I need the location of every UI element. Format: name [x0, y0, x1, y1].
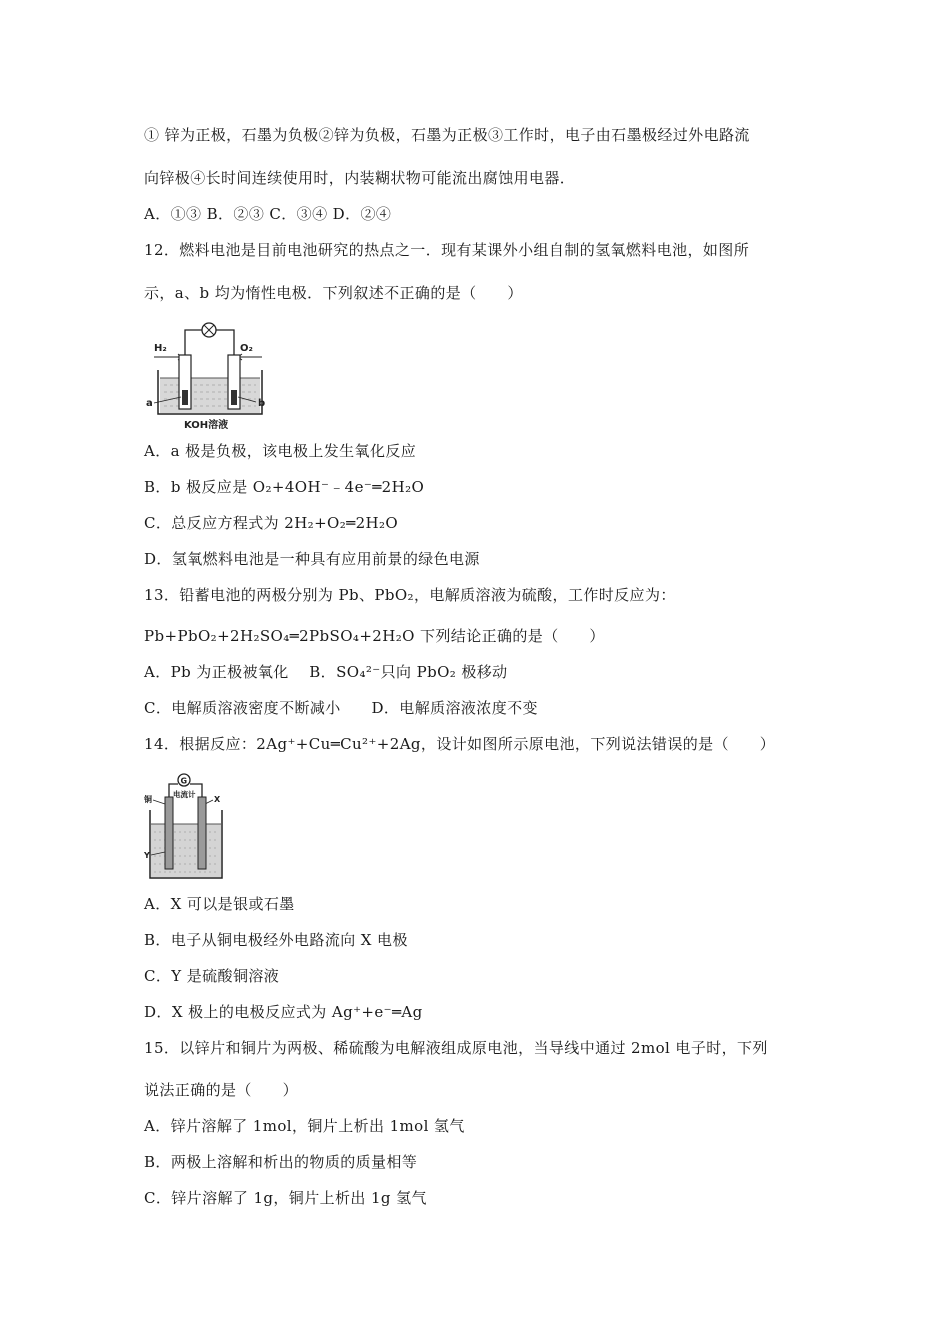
galvanometer-symbol: G: [180, 776, 188, 786]
question-15-option-a: A．锌片溶解了 1mol，铜片上析出 1mol 氢气: [144, 1117, 465, 1135]
question-13-stem-line-1: 13．铅蓄电池的两极分别为 Pb、PbO₂，电解质溶液为硫酸，工作时反应为：: [144, 586, 676, 604]
question-13-options-ab: A．Pb 为正极被氧化 B．SO₄²⁻只向 PbO₂ 极移动: [144, 663, 508, 681]
electrolyte-solution: [160, 378, 260, 413]
question-15-stem-line-2: 说法正确的是（ ）: [144, 1081, 299, 1099]
electrode-b-label: b: [258, 398, 266, 409]
question-15-stem-line-1: 15．以锌片和铜片为两极、稀硫酸为电解液组成原电池，当导线中通过 2mol 电子时，下列: [144, 1039, 768, 1057]
question-14-option-b: B．电子从铜电极经外电路流向 X 电极: [144, 931, 408, 949]
question-12-option-d: D．氢氧燃料电池是一种具有应用前景的绿色电源: [144, 550, 480, 568]
galvanic-cell-figure: [144, 770, 226, 882]
question-12-option-b: B．b 极反应是 O₂+4OH⁻﹣4e⁻═2H₂O: [144, 478, 425, 496]
h2-label: H₂: [154, 343, 167, 354]
question-14-option-a: A．X 可以是银或石墨: [144, 895, 295, 913]
question-12-stem-line-1: 12．燃料电池是目前电池研究的热点之一．现有某课外小组自制的氢氧燃料电池，如图所: [144, 241, 750, 259]
question-11-option-line-1: ① 锌为正极，石墨为负极②锌为负极，石墨为正极③工作时，电子由石墨极经过外电路流: [144, 126, 750, 144]
question-12-option-c: C．总反应方程式为 2H₂+O₂═2H₂O: [144, 514, 399, 532]
electrode-x-label: X: [214, 795, 221, 804]
copper-electrode: [165, 797, 173, 869]
electrode-x: [198, 797, 206, 869]
question-14-option-c: C．Y 是硫酸铜溶液: [144, 967, 280, 985]
question-12-option-a: A．a 极是负极，该电极上发生氧化反应: [144, 442, 417, 460]
o2-label: O₂: [240, 343, 253, 354]
koh-solution-label: KOH溶液: [184, 420, 229, 431]
electrode-a-label: a: [146, 398, 153, 409]
solution-y-label: Y: [144, 851, 150, 860]
question-11-option-line-2: 向锌极④长时间连续使用时，内装糊状物可能流出腐蚀用电器．: [144, 169, 576, 187]
galvanometer-label: 电流计: [173, 790, 196, 799]
question-13-stem-line-2: Pb+PbO₂+2H₂SO₄═2PbSO₄+2H₂O 下列结论正确的是（ ）: [144, 627, 605, 645]
question-14-stem: 14．根据反应：2Ag⁺+Cu═Cu²⁺+2Ag，设计如图所示原电池，下列说法错误的是（ ）: [144, 735, 776, 753]
question-14-option-d: D．X 极上的电极反应式为 Ag⁺+e⁻═Ag: [144, 1003, 423, 1021]
question-15-option-c: C．锌片溶解了 1g，铜片上析出 1g 氢气: [144, 1189, 427, 1207]
question-12-stem-line-2: 示，a、b 均为惰性电极．下列叙述不正确的是（ ）: [144, 284, 523, 302]
question-15-option-b: B．两极上溶解和析出的物质的质量相等: [144, 1153, 418, 1171]
question-11-choices: A．①③ B．②③ C．③④ D．②④: [144, 205, 392, 223]
copper-electrode-label: 铜: [144, 795, 152, 804]
fuel-cell-figure: [144, 318, 268, 434]
question-13-options-cd: C．电解质溶液密度不断减小 D．电解质溶液浓度不变: [144, 699, 538, 717]
